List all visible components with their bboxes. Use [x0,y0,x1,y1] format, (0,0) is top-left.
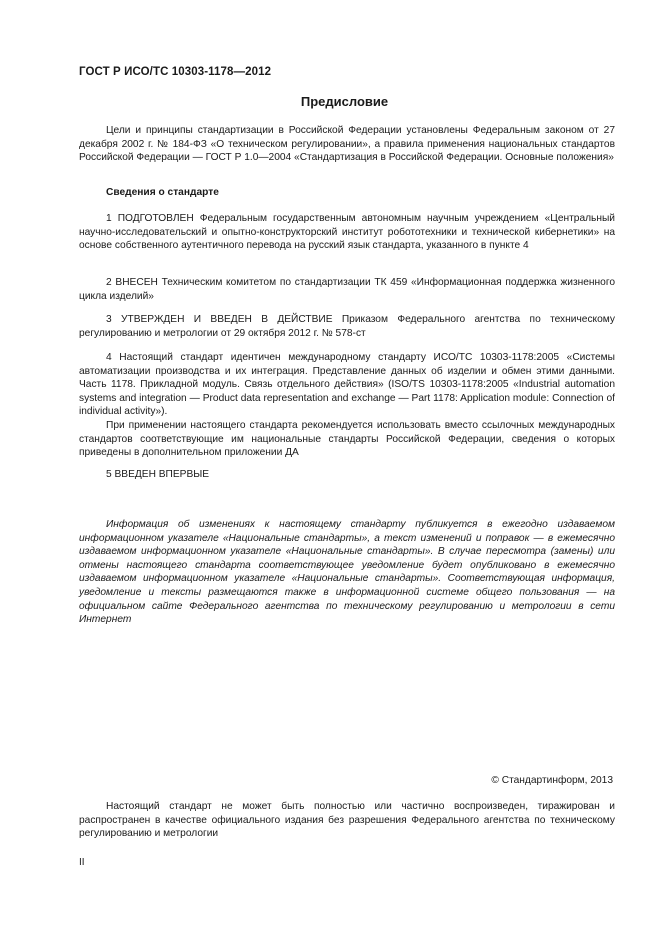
item-4-text: 4 Настоящий стандарт идентичен международному стандарту ИСО/ТС 10303-1178:2005 «Системы автоматизации производства и их интеграция. Представление данных об изделии и обмен этими данными. Часть 1178. Прикладной модуль. Связь отдельного действия» (ISO/TS 10303-1178:2005 «Industrial automation systems and integration — Product data representation and exchange — Part 1178: Application module: Connection of individual activity»). [79,352,615,418]
item-1-text: 1 ПОДГОТОВЛЕН Федеральным государственным автономным научным учреждением «Центральный научно-исследовательский и опытно-конструкторский институт робототехники и технической кибернетики» на основе собственного аутентичного перевода на русский язык стандарта, указанного в пункте 4 [79,213,615,252]
intro-section [79,124,615,165]
changes-notice [79,518,615,627]
document-code-header: ГОСТ Р ИСО/ТС 10303-1178—2012 [79,66,272,78]
item-3-text: 3 УТВЕРЖДЕН И ВВЕДЕН В ДЕЙСТВИЕ Приказом Федерального агентства по техническому регулированию и метрологии от 29 октября 2012 г. № 578-ст [79,314,615,339]
standard-info-section [79,186,615,200]
item-5-text: 5 ВВЕДЕН ВПЕРВЫЕ [106,469,210,480]
copyright-notice: © Стандартинформ, 2013 [491,775,613,786]
standard-info-heading: Сведения о стандарте [106,187,219,198]
item-4 [79,351,615,460]
item-4-note: При применении настоящего стандарта рекомендуется использовать вместо ссылочных международных стандартов соответствующие им национальные стандарты Российской Федерации, сведения о которых приведены в дополнительном приложении ДА [79,419,615,459]
item-1 [79,212,615,253]
item-5 [79,468,615,482]
reproduction-notice-text: Настоящий стандарт не может быть полностью или частично воспроизведен, тиражирован и распространен в качестве официального издания без разрешения Федерального агентства по техническому регулированию и метрологии [79,801,615,840]
intro-paragraph: Цели и принципы стандартизации в Российской Федерации установлены Федеральным законом от 27 декабря 2002 г. № 184-ФЗ «О техническом регулировании», а правила применения национальных стандартов Российской Федерации — ГОСТ Р 1.0—2004 «Стандартизация в Российской Федерации. Основные положения» [79,125,615,164]
item-2 [79,276,615,303]
page-number: II [79,857,85,868]
changes-notice-text: Информация об изменениях к настоящему стандарту публикуется в ежегодно издаваемом информационном указателе «Национальные стандарты», а текст изменений и поправок — в ежемесячно издаваемом информационном указателе «Национальные стандарты». В случае пересмотра (замены) или отмены настоящего стандарта соответствующее уведомление будет опубликовано в ежемесячно издаваемом информационном указателе «Национальные стандарты». Соответствующая информация, уведомление и тексты размещаются также в информационной системе общего пользования — на официальном сайте Федерального агентства по техническому регулированию и метрологии в сети Интернет [79,519,615,626]
item-3 [79,313,615,340]
page-title: Предисловие [300,94,389,109]
item-2-text: 2 ВНЕСЕН Техническим комитетом по стандартизации ТК 459 «Информационная поддержка жизненного цикла изделий» [79,277,615,302]
reproduction-notice [79,800,615,841]
